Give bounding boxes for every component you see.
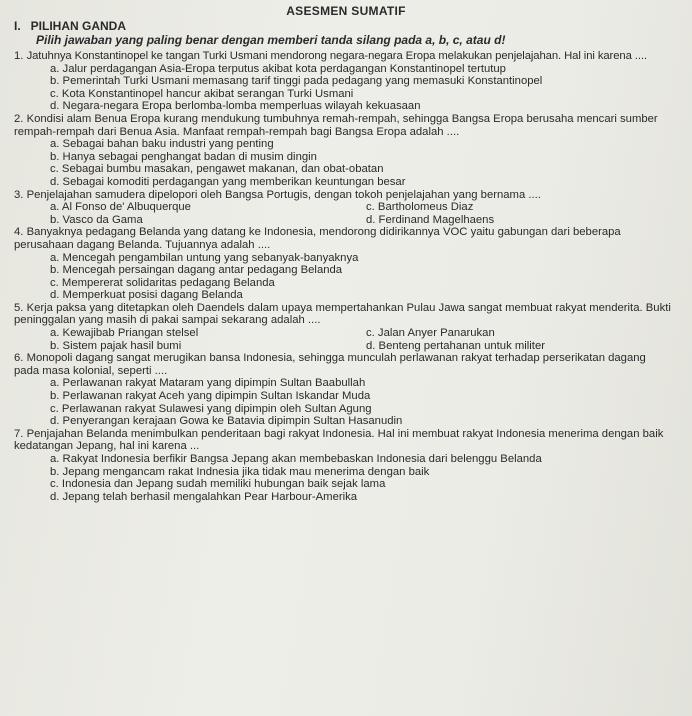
option-b[interactable]: b. Sistem pajak hasil bumi [50, 339, 182, 352]
option-b[interactable]: b. Jepang mengancam rakat Indnesia jika tidak mau menerima dengan baik [50, 465, 430, 478]
question-6 [14, 352, 674, 428]
option-a[interactable]: a. Perlawanan rakyat Mataram yang dipimpin Sultan Baabullah [50, 377, 366, 390]
question-stem: Penjajahan Belanda menimbulkan penderitaan bagi rakyat Indonesia. Hal ini membuat rakyat Indonesia menerima dengan baik kedatangan Jepang, hal ini karena ... [14, 427, 664, 453]
option-d[interactable]: d. Penyerangan kerajaan Gowa ke Batavia dipimpin Sultan Hasanudin [50, 415, 403, 428]
question-number: 2. [14, 112, 24, 125]
page-title: ASESMEN SUMATIF [286, 4, 406, 18]
option-c[interactable]: c. Sebagai bumbu masakan, pengawet makanan, dan obat-obatan [50, 163, 384, 176]
option-d[interactable]: d. Ferdinand Magelhaens [366, 213, 495, 226]
question-number: 3. [14, 188, 24, 201]
question-3 [14, 189, 674, 227]
question-7 [14, 428, 674, 504]
option-a[interactable]: a. Kewajibab Priangan stelsel [50, 327, 199, 340]
option-c[interactable]: c. Indonesia dan Jepang sudah memiliki hubungan baik sejak lama [50, 478, 386, 491]
option-b[interactable]: b. Mencegah persaingan dagang antar pedagang Belanda [50, 264, 343, 277]
option-d[interactable]: d. Negara-negara Eropa berlomba-lomba memperluas wilayah kekuasaan [50, 100, 421, 113]
question-2 [14, 113, 674, 189]
section-heading: I. PILIHAN GANDA [14, 19, 127, 33]
option-b[interactable]: b. Perlawanan rakyat Aceh yang dipimpin Sultan Iskandar Muda [50, 390, 371, 403]
question-stem: Kondisi alam Benua Eropa kurang mendukung tumbuhnya remah-rempah, sehingga Bangsa Eropa berusaha mencari sumber rempah-rempah dari Benua Asia. Manfaat rempah-rempah bagi Bangsa Eropa adalah .... [14, 112, 658, 138]
option-b[interactable]: b. Vasco da Gama [50, 213, 143, 226]
question-list [14, 50, 674, 503]
option-a[interactable]: a. Rakyat Indonesia berfikir Bangsa Jepang akan membebaskan Indonesia dari belenggu Belanda [50, 453, 542, 465]
question-stem: Kerja paksa yang ditetapkan oleh Daendels dalam upaya mempertahankan Pulau Jawa sangat membuat rakyat menderita. Bukti peninggalan yang masih di pakai sampai sekarang adalah .... [14, 301, 671, 327]
option-a[interactable]: a. Al Fonso de' Albuquerque [50, 201, 191, 214]
instruction-text: Pilih jawaban yang paling benar dengan memberi tanda silang pada a, b, c, atau d! [36, 33, 506, 47]
option-a[interactable]: a. Jalur perdagangan Asia-Eropa terputus akibat kota perdagangan Konstantinopel tertutup [50, 62, 506, 75]
option-c[interactable]: c. Mempererat solidaritas pedagang Belanda [50, 276, 275, 289]
option-a[interactable]: a. Mencegah pengambilan untung yang sebanyak-banyaknya [50, 251, 359, 264]
option-b[interactable]: b. Hanya sebagai penghangat badan di musim dingin [50, 150, 317, 163]
option-d[interactable]: d. Benteng pertahanan untuk militer [366, 339, 545, 352]
question-number: 4. [14, 226, 24, 239]
option-c[interactable]: c. Bartholomeus Diaz [366, 201, 474, 214]
option-c[interactable]: c. Kota Konstantinopel hancur akibat serangan Turki Usmani [50, 87, 354, 100]
question-stem: Penjelajahan samudera dipelopori oleh Bangsa Portugis, dengan tokoh penjelajahan yang bernama .... [26, 188, 541, 201]
question-5 [14, 302, 674, 352]
option-d[interactable]: d. Jepang telah berhasil mengalahkan Pear Harbour-Amerika [50, 490, 358, 503]
question-number: 5. [14, 301, 24, 314]
question-number: 6. [14, 352, 24, 365]
question-stem: Jatuhnya Konstantinopel ke tangan Turki Usmani mendorong negara-negara Eropa melakukan penjelajahan. Hal ini karena .... [26, 50, 647, 62]
option-c[interactable]: c. Jalan Anyer Panarukan [366, 327, 495, 340]
question-stem: Banyaknya pedagang Belanda yang datang ke Indonesia, mendorong didirikannya VOC yaitu gabungan dari beberapa perusahaan dagang Belanda. Tujuannya adalah .... [14, 226, 621, 251]
question-4 [14, 226, 674, 302]
option-d[interactable]: d. Sebagai komoditi perdagangan yang memberikan keuntungan besar [50, 175, 406, 188]
question-stem: Monopoli dagang sangat merugikan bansa Indonesia, sehingga munculah perlawanan rakyat terhadap perserikatan dagang pada masa kolonial, seperti .... [14, 352, 646, 377]
option-a[interactable]: a. Sebagai bahan baku industri yang penting [50, 138, 274, 151]
option-c[interactable]: c. Perlawanan rakyat Sulawesi yang dipimpin oleh Sultan Agung [50, 402, 372, 415]
question-1 [14, 50, 674, 113]
question-number: 7. [14, 427, 24, 440]
option-b[interactable]: b. Pemerintah Turki Usmani memasang tarif tinggi pada pedagang yang memasuki Konstantinopel [50, 75, 543, 88]
question-number: 1. [14, 50, 24, 62]
option-d[interactable]: d. Memperkuat posisi dagang Belanda [50, 289, 243, 302]
